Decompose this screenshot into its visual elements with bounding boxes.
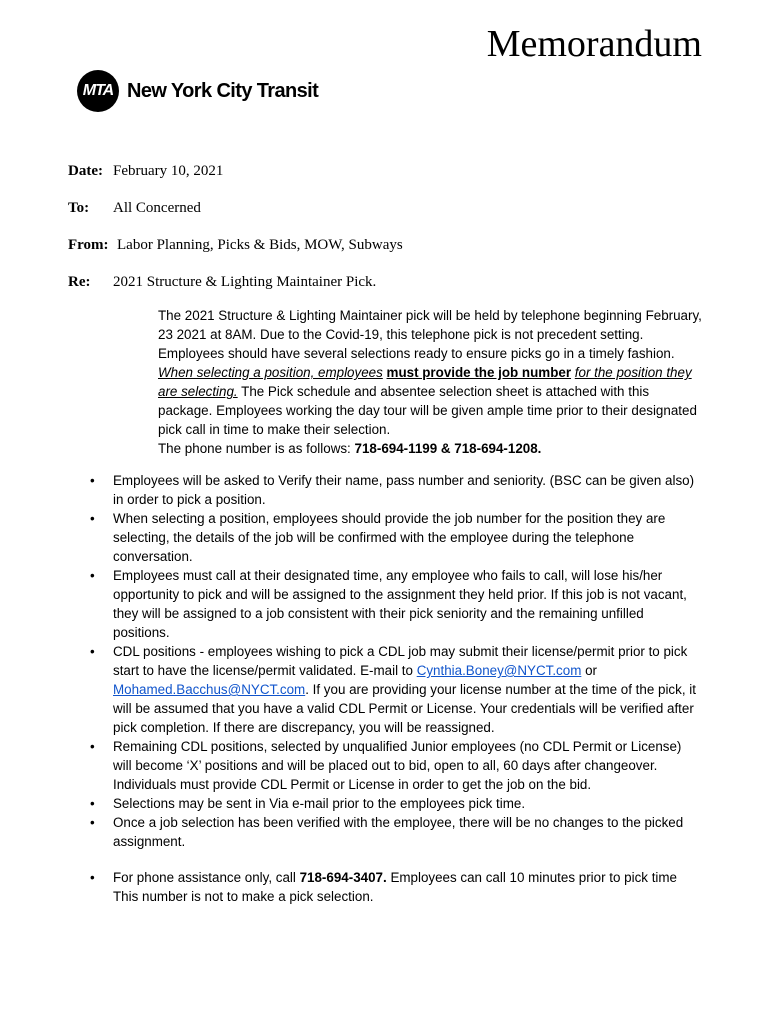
assistance-list [113,868,703,906]
from-label: From: [68,237,109,253]
list-item [113,642,703,737]
assist-text: For phone assistance only, call [113,870,296,885]
intro-schedule-text: The Pick schedule and absentee selection sheet is attached with this package. Employees working the day tour will be given ample time prior to their designated pick call in time to make their selection. [158,384,697,437]
assist-text-2: Employees can call 10 minutes prior to pick time This number is not to make a pick selection. [113,870,677,904]
date-line [68,162,223,180]
list-item [113,868,703,906]
re-label: Re: [68,274,91,290]
intro-paragraph [113,306,703,458]
re-line [68,273,376,291]
phone-numbers: 718-694-1199 & 718-694-1208. [354,441,542,456]
assist-phone: 718-694-3407. [299,870,387,885]
date-label: Date: [68,163,103,179]
from-line [68,236,403,254]
phone-line [113,439,703,458]
list-item: • Employees will be asked to Verify their name, pass number and seniority. (BSC can be given also) in order to pick a position. [113,471,703,509]
mta-logo-icon: MTA [77,70,119,112]
intro-sentence: The 2021 Structure & Lighting Maintainer pick will be held by telephone beginning February, 23 2021 at 8AM. Due to the Covid-19, this telephone pick is not precedent setting. Employees should have several selections ready to ensure picks go in a timely fashion. [158,308,702,361]
intro-underline-2: for the position they are selecting. [158,365,692,399]
instructions-list [113,471,703,851]
nyct-logo [77,70,318,112]
to-line [68,199,201,217]
list-item: • Selections may be sent in Via e-mail prior to the employees pick time. [113,794,703,813]
date-value: February 10, 2021 [113,163,224,179]
intro-text [113,306,703,439]
memo-title: Memorandum [486,23,702,65]
to-label: To: [68,200,90,216]
list-item: • Remaining CDL positions, selected by unqualified Junior employees (no CDL Permit or License) will become ‘X’ positions and will be placed out to bid, open to all, 60 days after changeover. Individuals must provide CDL Permit or License in order to get the job on the bid. [113,737,703,794]
cdl-text-2: . If you are providing your license number at the time of the pick, it will be assumed that you have a valid CDL Permit or License. Your credentials will be verified after pick completion. If there are discrepancy, you will be reassigned. [113,682,696,735]
email-link-mohamed[interactable]: Mohamed.Bacchus@NYCT.com [113,682,306,697]
intro-underline-1: When selecting a position, employees [158,365,383,380]
list-item: • When selecting a position, employees should provide the job number for the position they are selecting, the details of the job will be confirmed with the employee during the telephone conversation. [113,509,703,566]
from-value: Labor Planning, Picks & Bids, MOW, Subways [117,237,403,253]
cdl-text: CDL positions - employees wishing to pick a CDL job may submit their license/permit prior to pick start to have the license/permit validated. E-mail to [113,644,688,678]
to-value: All Concerned [113,200,201,216]
intro-emphasis: must provide the job number [386,365,572,380]
list-item: • Employees must call at their designated time, any employee who fails to call, will lose his/her opportunity to pick and will be assigned to the assignment they held prior. If this job is not vacant, they will be assigned to a job consistent with their pick seniority and the remaining unfilled positions. [113,566,703,642]
re-value: 2021 Structure & Lighting Maintainer Pick. [113,274,377,290]
logo-name: New York City Transit [127,79,319,102]
or-text: or [585,663,598,678]
list-item: • Once a job selection has been verified with the employee, there will be no changes to the picked assignment. [113,813,703,851]
email-link-cynthia[interactable]: Cynthia.Boney@NYCT.com [416,663,582,678]
phone-text: The phone number is as follows: [158,441,351,456]
